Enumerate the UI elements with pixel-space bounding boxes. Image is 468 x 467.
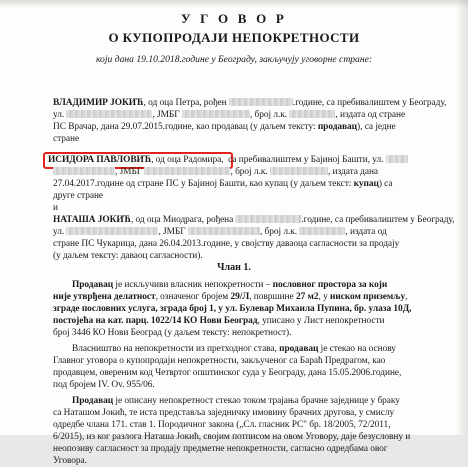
conjunction-and: и — [53, 203, 58, 213]
redacted-jmbg — [188, 227, 260, 235]
redacted-id-number — [289, 110, 335, 118]
party2-line1: ИСИДОРА ПАВЛОВИЋ, од оца Радомира, са пребивалиштем у Бајиној Башти, ул. — [48, 155, 408, 166]
redacted-id-number — [299, 227, 345, 235]
article1-p3-line4: 6/2015), из ког разлога Наташа Јокић, својим потписом на овом Уговору, даје безусловну и — [53, 432, 411, 442]
redacted-street — [386, 155, 408, 163]
party2-line3: 27.04.2017.године од стране ПС у Бајиној Башти, као купац (у даљем текст: купац) са — [53, 179, 393, 189]
article1-p3-line5: неопозиву сагласност за продају предметне непокретности, сагласно одредбама овог — [53, 444, 388, 454]
article1-p3-line3: одредбе члана 171. став 1. Породичног закона („Сл. гласник РС" бр. 18/2005, 72/2011, — [53, 420, 391, 430]
party2-line4: друге стране — [53, 191, 104, 201]
party1-line2: ул. , ЈМБГ , број л.к. , издата од стране — [53, 110, 406, 120]
article1-p1-line3: зграде пословних услуга, зграда број 1, у ул. Булевар Михаила Пупина, бр. улаза 10Д, — [53, 304, 412, 314]
document-title: У Г О В О Р — [180, 11, 288, 26]
party1-line1: ВЛАДИМИР ЈОКИЋ, од оца Петра, рођен .године, са пребивалиштем у Београду, — [53, 98, 447, 108]
article1-p3-line1: Продавац је описану непокретност стекао током трајања брачне заједнице у браку — [72, 396, 400, 406]
article1-p2-line1: Власништво на непокретности из претходног става, продавац је стекао на основу — [72, 344, 396, 354]
party2-line2: , ЈМБГ , број л.к. , издата дана — [53, 167, 378, 178]
article1-p2-line2: Главног уговора о купопродаји непокретности, закљученог са Бараћ Предрагом, као — [53, 356, 386, 366]
redacted-birthdate — [229, 98, 293, 106]
article1-p2-line4: под бројем IV. Ov. 955/06. — [53, 380, 155, 390]
redacted-jmbg — [182, 110, 250, 118]
party1-line4: стране — [53, 134, 80, 144]
redacted-street — [66, 110, 152, 118]
redacted-jmbg — [144, 167, 230, 175]
redacted-street — [66, 227, 158, 235]
article-heading: Члан 1. — [217, 262, 251, 273]
scan-shadow-right — [456, 0, 468, 435]
redacted-street-number — [53, 167, 115, 175]
redacted-id-number — [270, 167, 328, 175]
party3-line2: ул. , ЈМБГ , број л.к. , издата од — [53, 227, 387, 237]
article1-p3-line2: са Наташом Јокић, те иста представља заједничку имовину брачних другова, у смислу — [53, 408, 395, 418]
article1-p1-line2: није утврђена делатност, означеног бројем 29/Л, површине 27 м2, у ниском приземљу, — [53, 292, 408, 302]
article1-p1-line4: постојећа на кат. парц. 1022/14 КО Нови Београд, уписано у Лист непокретности — [53, 316, 385, 326]
scan-shadow-top — [0, 0, 468, 8]
contract-intro: који дана 19.10.2018.године у Београду, закључују уговорне стране: — [95, 54, 373, 65]
redacted-birthdate — [236, 215, 302, 223]
article1-p3-line6: Уговора. — [53, 456, 87, 466]
article1-p1-line1: Продавац је искључиви власник непокретности – пословног простора за који — [72, 280, 388, 290]
party3-line1: НАТАША ЈОКИЋ, од оца Миодрага, рођена .године, са пребивалиштем у Београду, — [53, 215, 455, 225]
article1-p2-line3: продавцем, овереним код Четвртог општинског суда у Београду, дана 15.05.2006.године, — [53, 368, 402, 378]
document-subtitle: О КУПОПРОДАЈИ НЕПОКРЕТНОСТИ — [108, 30, 360, 45]
party1-line3: ПС Врачар, дана 29.07.2015.године, као продавац (у даљем тексту: продавац), са једне — [53, 122, 396, 132]
article1-p1-line5: број 3446 КО Нови Београд (у даљем тексту: непокретност). — [53, 328, 292, 338]
party3-line3: стране ПС Чукарица, дана 26.04.2013.године, у својству даваоца сагласности за продају — [53, 239, 400, 249]
party3-line4: (у даљем тексту: даваоц сагласности). — [53, 251, 203, 261]
